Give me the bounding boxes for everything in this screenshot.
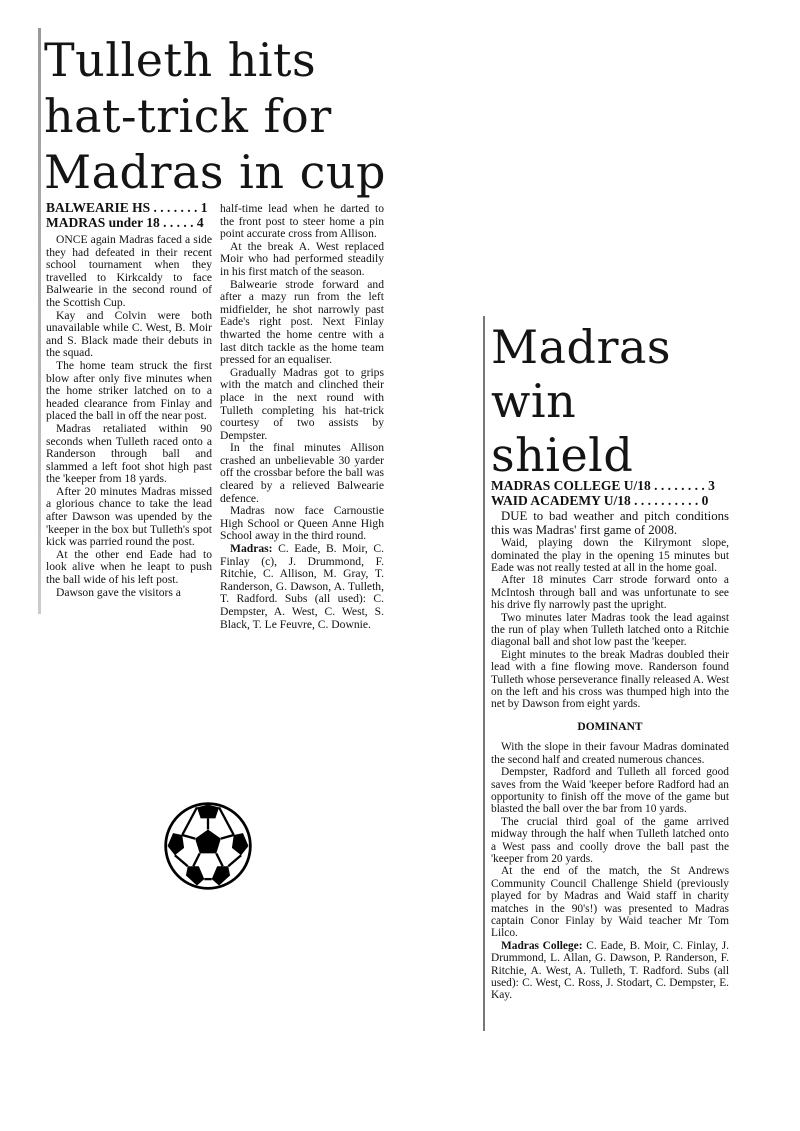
team-label: Madras College: (501, 939, 583, 952)
article2-scoreline (491, 478, 735, 508)
paragraph: The home team struck the first blow after only five minutes when the home striker latched on to a headed clearance from Finlay and placed the ball in off the near post. (46, 358, 212, 423)
paragraph: Gradually Madras got to grips with the match and clinched their place in the next round with Tulleth completing his hat-trick courtesy of two assists by Dempster. (220, 365, 384, 442)
team-list (491, 940, 729, 1002)
paragraph: At the other end Eade had to look alive when he leapt to push the ball wide of his left post. (46, 547, 212, 587)
paragraph: Kay and Colvin were both unavailable while C. West, B. Moir and S. Black made their debuts in the squad. (46, 308, 212, 360)
subheading: DOMINANT (577, 720, 643, 733)
paragraph: Balwearie strode forward and after a mazy run from the left midfielder, he shot narrowly past Eade's right post. Next Finlay thwarted the home centre with a last ditch tackle as the home team pressed for an equaliser. (220, 277, 384, 367)
team-list (220, 543, 384, 631)
headline-line: Madras in cup (44, 145, 386, 199)
paragraph: After 18 minutes Carr strode forward onto a McIntosh through ball and was unfortunate to see his drive fly narrowly past the upright. (491, 574, 729, 612)
headline-line: shield (491, 428, 634, 482)
paragraph: half-time lead when he darted to the front post to steer home a pin point accurate cross from Allison. (220, 202, 384, 241)
score-line: MADRAS under 18 . . . . . 4 (46, 215, 204, 230)
paragraph: At the end of the match, the St Andrews Community Council Challenge Shield (previously played for by Madras and Waid staff in charity matches in the 90's!) was presented to Madras captain Conor Finlay by Waid teacher Mr Tom Lilco. (491, 865, 729, 940)
clipping-edge (483, 316, 485, 1031)
paragraph: Madras retaliated within 90 seconds when Tulleth raced onto a Randerson through ball and slammed a left foot shot high past the 'keeper from 18 yards. (46, 421, 212, 486)
article-tulleth-hat-trick (38, 28, 390, 631)
football-icon (162, 800, 254, 892)
paragraph: Madras now face Carnoustie High School or Queen Anne High School away in the third round. (220, 504, 384, 543)
headline-line: Madras (491, 320, 671, 374)
team-label: Madras: (230, 542, 273, 556)
paragraph: ONCE again Madras faced a side they had defeated in their recent school tournament when they travelled to Kirkcaldy to face Balwearie in the second round of the Scottish Cup. (46, 233, 212, 309)
headline-line: hat-trick for (44, 89, 332, 143)
article1-headline (44, 32, 386, 200)
paragraph: At the break A. West replaced Moir who had performed steadily in his first match of the season. (220, 239, 384, 278)
paragraph: Dempster, Radford and Tulleth all forced good saves from the Waid 'keeper before Radford had an opportunity to finish off the move of the game but blasted the ball over the bar from 10 yards. (491, 766, 729, 816)
article2-headline (491, 320, 671, 482)
paragraph: Waid, playing down the Kilrymont slope, dominated the play in the opening 15 minutes but Eade was not really tested at all in the home goal. (491, 537, 729, 574)
headline-line: win (491, 374, 577, 428)
article1-column-2 (220, 203, 384, 631)
article-madras-win-shield (483, 316, 737, 1031)
paragraph: Two minutes later Madras took the lead against the run of play when Tulleth latched onto a Ritchie diagonal ball and shot low past the 'keeper. (491, 611, 729, 649)
article1-column-1 (46, 234, 212, 599)
paragraph: In the final minutes Allison crashed an unbelievable 30 yarder off the crossbar before the ball was cleared by a relieved Balwearie defence. (220, 441, 384, 505)
paragraph: With the slope in their favour Madras dominated the second half and created numerous chances. (491, 741, 729, 766)
paragraph: After 20 minutes Madras missed a glorious chance to take the lead after Dawson was upended by the 'keeper in the box but Tulleth's spot kick was parried round the post. (46, 484, 212, 549)
article2-body (491, 510, 729, 1002)
paragraph: Eight minutes to the break Madras doubled their lead with a fine flowing move. Randerson found Tulleth whose perseverance finally released A. West on the left and his cross was thumped high into the net by Dawson from eight yards. (491, 648, 729, 711)
paragraph: Dawson gave the visitors a (56, 585, 181, 599)
article1-scoreline (46, 200, 214, 230)
team-names: C. Eade, B. Moir, C. Finlay (c), J. Drummond, F. Ritchie, C. Allison, M. Gray, T. Randerson, G. Dawson, A. Tulleth, T. Radford. Subs (all used): C. Dempster, A. West, C. West, S. Black, T. Le Feuvre, C. Downie. (220, 542, 384, 631)
team-names: C. Eade, B. Moir, C. Finlay, J. Drummond, L. Allan, G. Dawson, P. Randerson, F. Ritchie, A. West, A. Tulleth, T. Radford. Subs (all used): C. West, C. Ross, J. Stodart, C. Dempster, E. Kay. (491, 939, 729, 1002)
score-line: BALWEARIE HS . . . . . . . 1 (46, 200, 208, 215)
score-line: WAID ACADEMY U/18 . . . . . . . . . . 0 (491, 493, 709, 508)
paragraph: The crucial third goal of the game arrived midway through the half when Tulleth latched onto a West pass and coolly drove the ball past the 'keeper from 20 yards. (491, 815, 729, 865)
clipping-edge (38, 28, 41, 614)
headline-line: Tulleth hits (44, 33, 317, 87)
score-line: MADRAS COLLEGE U/18 . . . . . . . . 3 (491, 478, 715, 493)
paragraph: DUE to bad weather and pitch conditions this was Madras' first game of 2008. (491, 509, 729, 537)
